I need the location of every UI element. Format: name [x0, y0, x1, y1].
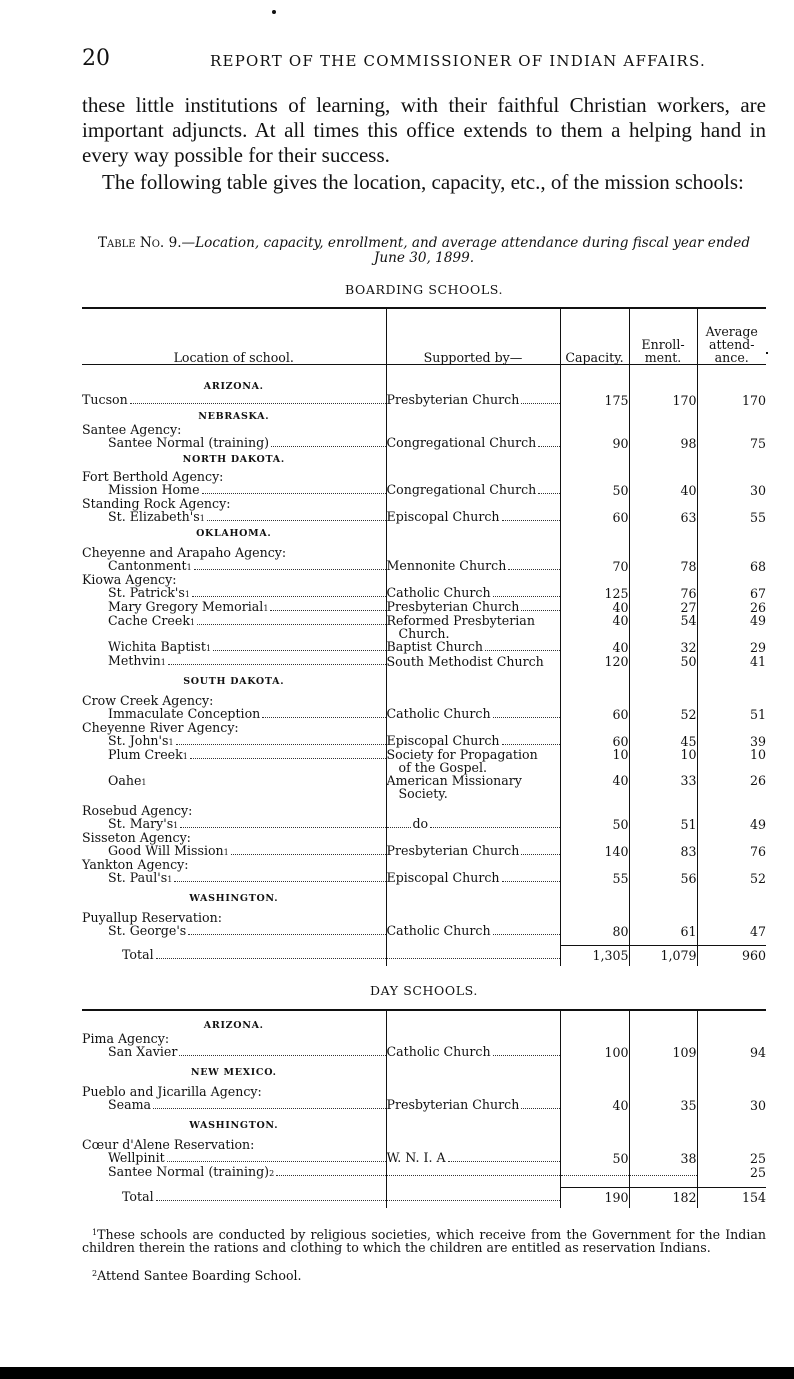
agency-row: [82, 831, 766, 844]
capacity-cell: 70: [560, 559, 629, 573]
school-name: Cache Creek: [108, 612, 190, 628]
school-name: Santee Normal (training): [108, 434, 270, 450]
supported-by: South Methodist Church: [386, 653, 544, 669]
supported-by: Congregational Church: [386, 481, 537, 497]
enrollment-cell: 51: [629, 817, 697, 831]
table-row: [82, 1151, 766, 1165]
state-heading: ARIZONA.: [82, 1016, 766, 1032]
supported-by: Catholic Church: [386, 705, 491, 721]
state-heading: OKLAHOMA.: [82, 524, 766, 540]
table-row: St. Patrick's 1 Catholic Church 125 76 67: [108, 584, 766, 601]
supported-by: Presbyterian Church: [386, 391, 520, 407]
supported-by: do: [412, 815, 429, 831]
attendance-cell: 51: [697, 707, 766, 721]
footnote-2-text: Attend Santee Boarding School.: [97, 1268, 302, 1283]
table-row: Mary Gregory Memorial 1 Presbyterian Church 40 27 26: [108, 598, 766, 615]
state-heading: SOUTH DAKOTA.: [82, 668, 766, 688]
state-heading: WASHINGTON.: [82, 1112, 766, 1132]
table-row: Cache Creek 1 Reformed Presbyterian Church. 40 54 49: [108, 612, 766, 641]
table-row: Wichita Baptist 1 Baptist Church 40 32 29: [108, 638, 766, 655]
state-heading: NORTH DAKOTA.: [82, 450, 766, 466]
supported-by-continued: Church.: [398, 625, 450, 641]
table-header-row: [82, 308, 766, 365]
capacity-cell: 60: [560, 707, 629, 721]
agency-row: [82, 858, 766, 871]
attendance-cell: 55: [697, 510, 766, 524]
enrollment-cell: 63: [629, 510, 697, 524]
agency-name: Cheyenne and Arapaho Agency:: [82, 544, 287, 560]
agency-name: Rosebud Agency:: [82, 802, 193, 818]
enrollment-cell: 45: [629, 734, 697, 748]
table-row: St. Mary's 1 do 50 51 49: [108, 815, 766, 832]
enrollment-cell: 40: [629, 483, 697, 497]
total-row: [82, 1187, 766, 1204]
supported-by: Episcopal Church: [386, 508, 500, 524]
school-name: St. John's: [108, 732, 169, 748]
footnote-1: [82, 1228, 766, 1254]
attendance-cell: 47: [697, 924, 766, 938]
table-row: [82, 924, 766, 938]
capacity-cell: 40: [560, 1098, 629, 1112]
agency-row: [82, 721, 766, 734]
column-header-enrollment: [629, 308, 697, 365]
table-row: Plum Creek 1 Society for Propagation of the Gospel. 10 10 10: [108, 746, 766, 775]
school-name: Wellpinit: [108, 1150, 165, 1165]
agency-name: Sisseton Agency:: [82, 829, 191, 845]
enrollment-cell: 76: [629, 586, 697, 600]
capacity-cell: 80: [560, 924, 629, 938]
capacity-cell: 50: [560, 817, 629, 831]
capacity-cell: 10: [560, 748, 629, 774]
state-heading: NEBRASKA.: [82, 407, 766, 423]
school-name: St. Paul's: [108, 869, 168, 885]
scan-edge: [0, 1367, 794, 1379]
state-heading: NEW MEXICO.: [82, 1059, 766, 1079]
supported-by: Mennonite Church: [386, 557, 507, 573]
capacity-cell: 40: [560, 600, 629, 614]
attendance-cell: 41: [697, 654, 766, 668]
agency-name: Yankton Agency:: [82, 856, 189, 872]
agency-row: [82, 573, 766, 586]
running-title: REPORT OF THE COMMISSIONER OF INDIAN AFFAIRS.: [210, 52, 706, 70]
column-header-capacity: Capacity.: [560, 308, 629, 365]
agency-name: Santee Agency:: [82, 421, 182, 437]
table-row: Oahe 1 American Missionary Society. 40 33 26: [108, 772, 766, 801]
attendance-cell: 49: [697, 817, 766, 831]
school-name: Tucson: [82, 391, 128, 407]
ink-speck: [272, 10, 276, 14]
attendance-cell: 26: [697, 600, 766, 614]
supported-by: American Missionary: [386, 772, 522, 788]
boarding-schools-heading: BOARDING SCHOOLS.: [344, 282, 504, 297]
agency-name: Pima Agency:: [82, 1031, 170, 1046]
table-row: [82, 1098, 766, 1112]
supported-by: Congregational Church: [386, 434, 537, 450]
total-label: Total: [122, 947, 154, 962]
attendance-cell: 67: [697, 586, 766, 600]
supported-by: Presbyterian Church: [386, 842, 520, 858]
school-name: Good Will Mission: [108, 842, 224, 858]
column-header-supported: Supported by—: [386, 308, 560, 365]
school-name: Immaculate Conception: [108, 705, 261, 721]
state-heading: ARIZONA.: [82, 377, 766, 393]
day-schools-heading: DAY SCHOOLS.: [370, 983, 478, 998]
school-name: San Xavier: [108, 1044, 178, 1059]
enrollment-cell: 27: [629, 600, 697, 614]
supported-by: Catholic Church: [386, 1044, 491, 1059]
enrollment-cell: 38: [629, 1151, 697, 1165]
school-name: Seama: [108, 1097, 152, 1112]
enrollment-cell: 54: [629, 614, 697, 640]
table-row: St. Paul's 1 Episcopal Church 55 56 52: [108, 869, 766, 886]
supported-by: Presbyterian Church: [386, 598, 520, 614]
body-paragraph-1: these little institutions of learning, with their faithful Christian workers, are important adjuncts. At all times this office extends to them a helping hand in every way possible for their success.: [82, 93, 766, 167]
capacity-cell: 90: [560, 436, 629, 450]
attendance-cell: 30: [697, 1098, 766, 1112]
boarding-schools-table: [82, 307, 766, 966]
page-header: [82, 46, 766, 76]
agency-name: Fort Berthold Agency:: [82, 468, 224, 484]
school-name: Santee Normal (training): [108, 1164, 270, 1179]
attendance-cell: 76: [697, 844, 766, 858]
enrollment-cell: 98: [629, 436, 697, 450]
table-caption: [82, 236, 766, 266]
agency-name: Puyallup Reservation:: [82, 909, 222, 925]
table-row: [82, 707, 766, 721]
school-name: Wichita Baptist: [108, 638, 206, 654]
agency-row: [82, 911, 766, 924]
enrollment-cell: 50: [629, 654, 697, 668]
footnote-1-text: These schools are conducted by religious societies, which receive from the Government for the Indian children therein the rations and clothing to which the children are entitled as reservation Indians.: [82, 1227, 766, 1255]
supported-by: Society for Propagation: [386, 746, 538, 762]
table-row: Methvin 1 South Methodist Church 120 50 41: [108, 652, 766, 669]
enrollment-cell: 83: [629, 844, 697, 858]
supported-by-continued: Society.: [398, 785, 448, 801]
total-capacity: 1,305: [560, 946, 629, 963]
table-row: St. Elizabeth's 1 Episcopal Church 60 63 55: [108, 508, 766, 525]
table-row: [82, 1045, 766, 1059]
enrollment-cell: 32: [629, 640, 697, 654]
day-schools-table: [82, 1009, 766, 1208]
agency-row: [82, 423, 766, 436]
school-name: St. Patrick's: [108, 584, 185, 600]
school-name: St. Elizabeth's: [108, 508, 200, 524]
table-row: St. John's 1 Episcopal Church 60 45 39: [108, 732, 766, 749]
table-number: Table No. 9.: [97, 235, 182, 251]
agency-row: [82, 694, 766, 707]
column-header-attendance: [697, 308, 766, 365]
agency-name: Cœur d'Alene Reservation:: [82, 1137, 255, 1152]
school-name: Cantonment: [108, 557, 187, 573]
school-name: Oahe: [108, 772, 142, 788]
enrollment-cell: 10: [629, 748, 697, 774]
total-attendance: 960: [697, 946, 766, 963]
ink-speck-right: [766, 352, 768, 354]
attendance-cell: 25: [697, 1165, 766, 1179]
footnote-2: [92, 1269, 776, 1282]
agency-row: [82, 470, 766, 483]
agency-row: [82, 804, 766, 817]
capacity-cell: 50: [560, 1151, 629, 1165]
capacity-cell: 60: [560, 510, 629, 524]
table-row: [82, 483, 766, 497]
agency-row: [82, 497, 766, 510]
total-label: Total: [122, 1188, 154, 1204]
supported-by-continued: of the Gospel.: [398, 759, 488, 775]
school-name: Plum Creek: [108, 746, 183, 762]
attendance-cell: 10: [697, 748, 766, 774]
footnote-2-mark: 2: [92, 1269, 98, 1278]
agency-name: Cheyenne River Agency:: [82, 719, 239, 735]
table-caption-text: —Location, capacity, enrollment, and average attendance during fiscal year ended June 30, 1899.: [181, 235, 751, 266]
supported-by: Presbyterian Church: [386, 1097, 520, 1112]
agency-name: Crow Creek Agency:: [82, 692, 214, 708]
table-row: [82, 436, 766, 450]
capacity-cell: 55: [560, 871, 629, 885]
page-number: 20: [82, 46, 110, 71]
enrollment-cell: 78: [629, 559, 697, 573]
state-heading: WASHINGTON.: [82, 885, 766, 905]
school-name: St. George's: [108, 922, 187, 938]
supported-by: Episcopal Church: [386, 869, 500, 885]
agency-name: Kiowa Agency:: [82, 571, 177, 587]
attendance-cell: 68: [697, 559, 766, 573]
attendance-cell: 30: [697, 483, 766, 497]
capacity-cell: 60: [560, 734, 629, 748]
total-enrollment: 182: [629, 1187, 697, 1204]
capacity-cell: 125: [560, 586, 629, 600]
attendance-cell: 49: [697, 614, 766, 640]
school-name: Mary Gregory Memorial: [108, 598, 264, 614]
supported-by: Episcopal Church: [386, 732, 500, 748]
school-name: Methvin: [108, 652, 161, 668]
enrollment-cell: 170: [629, 393, 697, 407]
attendance-cell: 94: [697, 1045, 766, 1059]
capacity-cell: 175: [560, 393, 629, 407]
school-name: Mission Home: [108, 481, 200, 497]
attendance-cell: 25: [697, 1151, 766, 1165]
total-attendance: 154: [697, 1187, 766, 1204]
attendance-cell: 26: [697, 774, 766, 800]
attendance-cell: 52: [697, 871, 766, 885]
capacity-cell: 40: [560, 614, 629, 640]
supported-by: Catholic Church: [386, 584, 491, 600]
total-capacity: 190: [560, 1187, 629, 1204]
school-name: St. Mary's: [108, 815, 174, 831]
agency-name: Pueblo and Jicarilla Agency:: [82, 1084, 262, 1099]
enrollment-cell: 109: [629, 1045, 697, 1059]
footnote-1-mark: 1: [92, 1228, 98, 1237]
table-row: Cantonment 1 Mennonite Church 70 78 68: [108, 557, 766, 574]
table-row: Good Will Mission 1 Presbyterian Church 140 83 76: [108, 842, 766, 859]
column-header-location: Location of school.: [82, 308, 386, 365]
supported-by: Reformed Presbyterian: [386, 612, 535, 628]
supported-by: Catholic Church: [386, 922, 491, 938]
attendance-cell: 29: [697, 640, 766, 654]
body-paragraph-2: The following table gives the location, capacity, etc., of the mission schools:: [102, 170, 744, 194]
agency-name: Standing Rock Agency:: [82, 495, 231, 511]
enrollment-cell: 35: [629, 1098, 697, 1112]
attendance-cell: 39: [697, 734, 766, 748]
supported-by: Baptist Church: [386, 638, 483, 654]
agency-row: [82, 546, 766, 559]
capacity-cell: 50: [560, 483, 629, 497]
total-enrollment: 1,079: [629, 946, 697, 963]
enrollment-cell: 33: [629, 774, 697, 800]
table-row: [82, 393, 766, 407]
column-header-enrollment-text: Enroll- ment.: [641, 337, 685, 365]
enrollment-cell: 56: [629, 871, 697, 885]
capacity-cell: 40: [560, 774, 629, 800]
table-row: Santee Normal (training) 2 25: [108, 1164, 766, 1180]
total-row: [82, 946, 766, 963]
capacity-cell: 140: [560, 844, 629, 858]
capacity-cell: 100: [560, 1045, 629, 1059]
enrollment-cell: 52: [629, 707, 697, 721]
attendance-cell: 75: [697, 436, 766, 450]
capacity-cell: 120: [560, 654, 629, 668]
capacity-cell: 40: [560, 640, 629, 654]
column-header-attendance-text: Average attend- ance.: [705, 324, 758, 365]
supported-by: W. N. I. A: [386, 1150, 446, 1165]
attendance-cell: 170: [697, 393, 766, 407]
enrollment-cell: 61: [629, 924, 697, 938]
